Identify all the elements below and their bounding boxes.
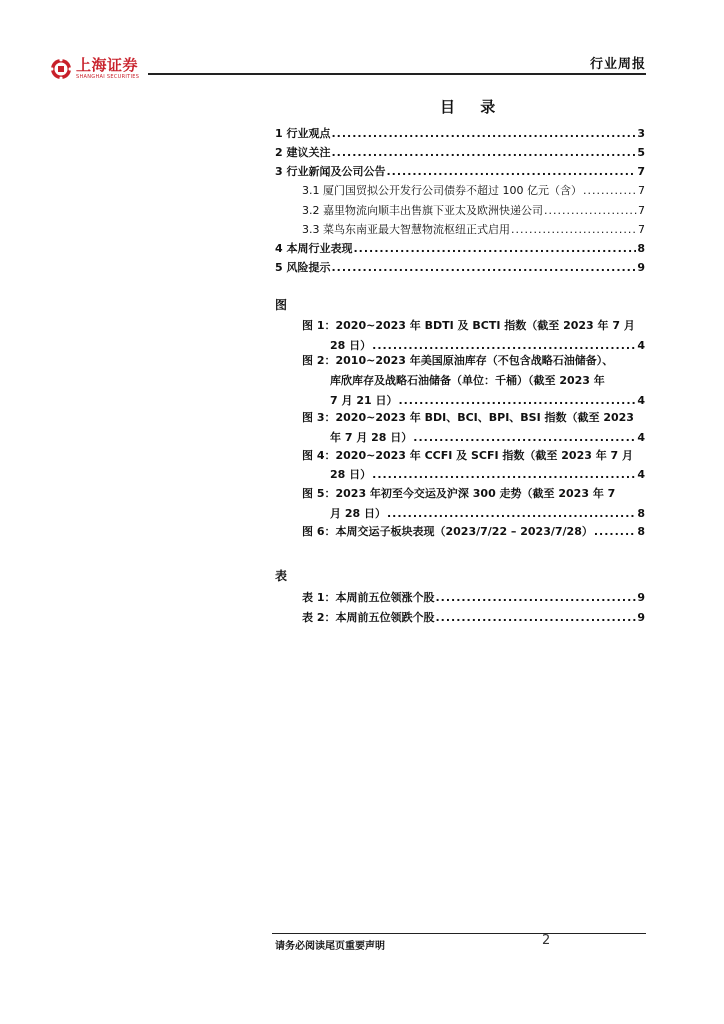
figure-entry-line[interactable]: 图 5：2023 年初至今交运及沪深 300 走势（截至 2023 年 7 [302, 487, 616, 500]
figure-entry-label: 7 月 21 日） [330, 394, 398, 407]
leader-dots [413, 431, 636, 445]
table-entry-page: 9 [637, 591, 645, 604]
leader-dots [331, 127, 636, 141]
figure-entry-label: 图 6：本周交运子板块表现（2023/7/22 – 2023/7/28） [302, 525, 593, 538]
leader-dots [511, 223, 637, 237]
page-number: 2 [542, 933, 551, 948]
leader-dots [435, 611, 636, 625]
leader-dots [372, 468, 636, 482]
toc-entry-page: 7 [638, 204, 645, 217]
toc-entry-label: 4 本周行业表现 [275, 242, 353, 255]
leader-dots [372, 339, 636, 353]
figures-heading: 图 [275, 298, 288, 312]
toc-entry-page: 8 [637, 242, 645, 255]
figure-entry-line[interactable]: 图 2：2010~2023 年美国原油库存（不包含战略石油储备）、 [302, 354, 614, 367]
figure-entry-label: 28 日） [330, 339, 372, 352]
figure-entry-page: 4 [637, 339, 645, 352]
figure-entry-label: 年 7 月 28 日） [330, 431, 413, 444]
toc-entry-label: 3 行业新闻及公司公告 [275, 165, 386, 178]
leader-dots [331, 146, 636, 160]
disclaimer-note: 请务必阅读尾页重要声明 [275, 941, 385, 952]
figure-entry[interactable] [330, 394, 645, 408]
table-entry[interactable] [302, 611, 645, 625]
company-logo [50, 58, 139, 80]
report-type: 行业周报 [589, 57, 646, 72]
leader-dots [387, 507, 636, 521]
toc-entry-label: 5 风险提示 [275, 261, 331, 274]
figure-entry[interactable] [330, 468, 645, 482]
footer-divider [272, 933, 646, 934]
toc-entry-page: 3 [637, 127, 645, 140]
page-header [0, 0, 724, 80]
leader-dots [583, 184, 637, 198]
toc-subentry[interactable] [302, 223, 645, 237]
figure-entry-line[interactable]: 图 3：2020~2023 年 BDI、BCI、BPI、BSI 指数（截至 2023 [302, 411, 634, 424]
figure-entry-page: 4 [637, 468, 645, 481]
figure-entry-line[interactable]: 图 1：2020~2023 年 BDTI 及 BCTI 指数（截至 2023 年 7 月 [302, 319, 635, 332]
figure-entry-page: 8 [637, 507, 645, 520]
toc-entry[interactable] [275, 242, 645, 256]
figure-entry-line[interactable]: 图 4：2020~2023 年 CCFI 及 SCFI 指数（截至 2023 年 7 月 [302, 449, 634, 462]
logo-mark-icon [50, 58, 72, 80]
toc-entry-page: 7 [638, 184, 645, 197]
figure-entry[interactable] [330, 431, 645, 445]
figure-entry-label: 月 28 日） [330, 507, 386, 520]
table-entry-label: 表 2：本周前五位领跌个股 [302, 611, 435, 624]
table-entry-label: 表 1：本周前五位领涨个股 [302, 591, 435, 604]
toc-subentry[interactable] [302, 184, 645, 198]
tables-heading: 表 [275, 569, 288, 583]
toc-entry-label: 3.2 嘉里物流向顺丰出售旗下亚太及欧洲快递公司 [302, 204, 543, 217]
toc-subentry[interactable] [302, 204, 645, 218]
table-entry-page: 9 [637, 611, 645, 624]
figure-entry[interactable] [330, 507, 645, 521]
header-divider [148, 73, 646, 75]
toc-entry-page: 9 [637, 261, 645, 274]
toc-entry[interactable] [275, 165, 645, 179]
leader-dots [544, 204, 637, 218]
toc-entry[interactable] [275, 146, 645, 160]
toc-entry-page: 7 [638, 223, 645, 236]
toc-entry-label: 2 建议关注 [275, 146, 331, 159]
toc-title: 目 录 [440, 98, 506, 116]
toc-entry-label: 1 行业观点 [275, 127, 331, 140]
figure-entry-label: 28 日） [330, 468, 372, 481]
leader-dots [331, 261, 636, 275]
leader-dots [435, 591, 636, 605]
figure-entry-page: 8 [637, 525, 645, 538]
leader-dots [594, 525, 636, 539]
toc-entry[interactable] [275, 127, 645, 141]
toc-entry-label: 3.3 菜鸟东南亚最大智慧物流枢纽正式启用 [302, 223, 510, 236]
toc-entry-page: 7 [637, 165, 645, 178]
figure-entry[interactable] [302, 525, 645, 539]
logo-text-en: SHANGHAI SECURITIES [76, 74, 140, 80]
leader-dots [353, 242, 636, 256]
leader-dots [398, 394, 636, 408]
table-entry[interactable] [302, 591, 645, 605]
figure-entry[interactable] [330, 339, 645, 353]
figure-entry-page: 4 [637, 431, 645, 444]
figure-entry-page: 4 [637, 394, 645, 407]
figure-entry-line[interactable]: 库欣库存及战略石油储备（单位：千桶）（截至 2023 年 [330, 374, 605, 387]
logo-text-cn: 上海证券 [76, 56, 139, 74]
toc-entry-page: 5 [637, 146, 645, 159]
toc-entry[interactable] [275, 261, 645, 275]
toc-entry-label: 3.1 厦门国贸拟公开发行公司债券不超过 100 亿元（含） [302, 184, 582, 197]
leader-dots [386, 165, 636, 179]
